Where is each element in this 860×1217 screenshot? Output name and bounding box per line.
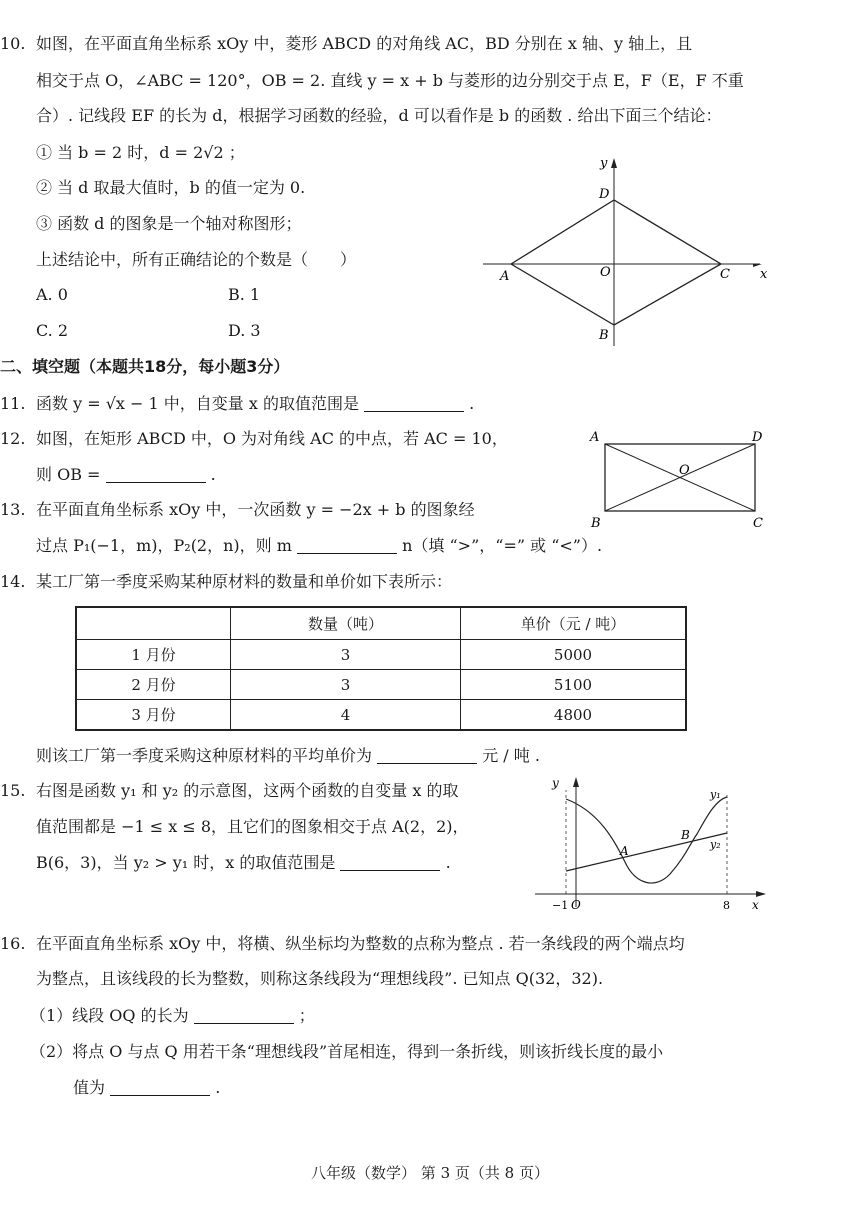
- q13-text-line2: [36, 535, 602, 557]
- q16-part2-line2: [73, 1077, 220, 1099]
- q15-number: 15.: [0, 781, 26, 800]
- q12-fig-label-c: C: [753, 516, 763, 531]
- page-footer: 八年级（数学） 第 3 页（共 8 页）: [311, 1164, 549, 1182]
- q15-prompt: B(6，3)，当 y₂ > y₁ 时，x 的取值范围是: [36, 853, 336, 872]
- table-cell: 4800: [461, 700, 687, 731]
- q10-fig-label-b: B: [599, 328, 609, 343]
- q16-text-line1: 在平面直角坐标系 xOy 中，将横、纵坐标均为整数的点称为整点 . 若一条线段的两个端点均: [36, 934, 685, 953]
- q12-text-line1: 如图，在矩形 ABCD 中，O 为对角线 AC 的中点，若 AC = 10，: [36, 429, 508, 448]
- q13-number: 13.: [0, 500, 26, 519]
- q16-part1-prompt: （1）线段 OQ 的长为: [30, 1006, 189, 1025]
- table-cell: 5000: [461, 640, 687, 670]
- q12-number: 12.: [0, 429, 26, 448]
- q14-text-line2: [36, 745, 540, 767]
- table-cell: 2 月份: [76, 670, 231, 700]
- q15-fig-label-x: x: [752, 898, 759, 912]
- q16-part1: [30, 1005, 315, 1027]
- q10-number: 10.: [0, 34, 26, 53]
- q13-answer-blank[interactable]: [297, 537, 397, 554]
- table-header-row: [76, 607, 686, 640]
- q10-conclusion-3: ③ 函数 d 的图象是一个轴对称图形；: [36, 214, 302, 233]
- q15-text-line3: [36, 852, 451, 874]
- q15-answer-blank[interactable]: [340, 854, 440, 871]
- q14-end: 元 / 吨 .: [482, 746, 540, 765]
- q10-option-b: B. 1: [228, 285, 261, 304]
- q11-end: .: [469, 394, 475, 413]
- table-cell: 1 月份: [76, 640, 231, 670]
- q15-fig-label-b: B: [681, 828, 690, 842]
- q10-option-d: D. 3: [228, 321, 261, 340]
- q15-fig-label-a: A: [620, 844, 629, 858]
- table-header-cell: [76, 607, 231, 640]
- q15-fig-label-neg1: −1: [552, 899, 569, 912]
- q10-conclusion-2: ② 当 d 取最大值时，b 的值一定为 0.: [36, 178, 306, 197]
- q12-text-line2: [36, 464, 216, 486]
- q13-text-line1: 在平面直角坐标系 xOy 中，一次函数 y = −2x + b 的图象经: [36, 500, 475, 519]
- table-row: [76, 640, 686, 670]
- q10-fig-label-o: O: [600, 265, 611, 280]
- q10-fig-label-x: x: [760, 267, 768, 282]
- q15-function-graph: [530, 772, 770, 914]
- q10-conclusion-1: ① 当 b = 2 时，d = 2√2 ；: [36, 143, 245, 162]
- q15-end: .: [445, 853, 451, 872]
- q12-end: .: [210, 465, 216, 484]
- q13-prompt: 过点 P₁(−1，m)，P₂(2，n)，则 m: [36, 536, 292, 555]
- q10-text-line2: 相交于点 O，∠ABC = 120°，OB = 2. 直线 y = x + b 与菱形的边分别交于点 E，F（E，F 不重: [36, 71, 744, 90]
- q16-number: 16.: [0, 934, 26, 953]
- q16-part2-line1: （2）将点 O 与点 Q 用若干条“理想线段”首尾相连，得到一条折线，则该折线长度的最小: [30, 1042, 664, 1061]
- table-cell: 3 月份: [76, 700, 231, 731]
- q12-prompt: 则 OB =: [36, 465, 101, 484]
- q16-part1-end: ；: [298, 1006, 315, 1025]
- table-cell: 3: [231, 670, 461, 700]
- q12-fig-label-o: O: [679, 463, 690, 478]
- q14-answer-blank[interactable]: [377, 747, 477, 764]
- q12-rectangle-figure: [585, 426, 775, 532]
- q11-text: [36, 393, 474, 415]
- q15-fig-label-o: O: [571, 898, 581, 912]
- q10-fig-label-d: D: [599, 187, 610, 202]
- q10-option-a: A. 0: [36, 285, 68, 304]
- table-header-cell: 单价（元 / 吨）: [461, 607, 687, 640]
- q10-rhombus-figure: [478, 150, 778, 350]
- q14-number: 14.: [0, 572, 26, 591]
- table-cell: 5100: [461, 670, 687, 700]
- q16-part2-end: .: [215, 1078, 221, 1097]
- q10-text-line3: 合）. 记线段 EF 的长为 d，根据学习函数的经验，d 可以看作是 b 的函数 . 给出下面三个结论：: [36, 106, 722, 125]
- q16-part1-answer-blank[interactable]: [194, 1007, 294, 1024]
- q12-fig-label-b: B: [591, 516, 601, 531]
- q15-fig-label-y1: y₁: [710, 788, 721, 801]
- q15-text-line2: 值范围都是 −1 ≤ x ≤ 8，且它们的图象相交于点 A(2，2)，: [36, 817, 469, 836]
- q16-text-line2: 为整点，且该线段的长为整数，则称这条线段为“理想线段”. 已知点 Q(32，32).: [36, 969, 604, 988]
- q14-purchase-table: [75, 606, 687, 731]
- q10-fig-label-y: y: [600, 156, 608, 171]
- q11-answer-blank[interactable]: [364, 395, 464, 412]
- q10-text-line1: 如图，在平面直角坐标系 xOy 中，菱形 ABCD 的对角线 AC，BD 分别在 x 轴、y 轴上，且: [36, 34, 693, 53]
- q14-prompt: 则该工厂第一季度采购这种原材料的平均单价为: [36, 746, 373, 765]
- q12-fig-label-a: A: [590, 430, 600, 445]
- q12-fig-label-d: D: [752, 430, 763, 445]
- q15-fig-label-8: 8: [723, 899, 730, 912]
- q16-part2-prompt: 值为: [73, 1078, 106, 1097]
- q10-fig-label-a: A: [500, 269, 510, 284]
- q14-text-line1: 某工厂第一季度采购某种原材料的数量和单价如下表所示：: [36, 572, 453, 591]
- q11-number: 11.: [0, 394, 26, 413]
- table-cell: 3: [231, 640, 461, 670]
- q10-question: 上述结论中，所有正确结论的个数是（ ）: [36, 250, 357, 269]
- q12-answer-blank[interactable]: [106, 466, 206, 483]
- table-row: [76, 670, 686, 700]
- q16-part2-answer-blank[interactable]: [110, 1079, 210, 1096]
- table-header-cell: 数量（吨）: [231, 607, 461, 640]
- q15-fig-label-y: y: [552, 776, 559, 790]
- q10-fig-label-c: C: [720, 267, 730, 282]
- q15-text-line1: 右图是函数 y₁ 和 y₂ 的示意图，这两个函数的自变量 x 的取: [36, 781, 459, 800]
- q11-prompt: 函数 y = √x − 1 中，自变量 x 的取值范围是: [36, 394, 359, 413]
- table-row: [76, 700, 686, 731]
- section-2-heading: 二、填空题（本题共18分，每小题3分）: [0, 357, 290, 376]
- q10-option-c: C. 2: [36, 321, 69, 340]
- table-cell: 4: [231, 700, 461, 731]
- q13-end: n（填 “>”，“=” 或 “<”）.: [402, 536, 603, 555]
- q15-fig-label-y2: y₂: [710, 838, 721, 851]
